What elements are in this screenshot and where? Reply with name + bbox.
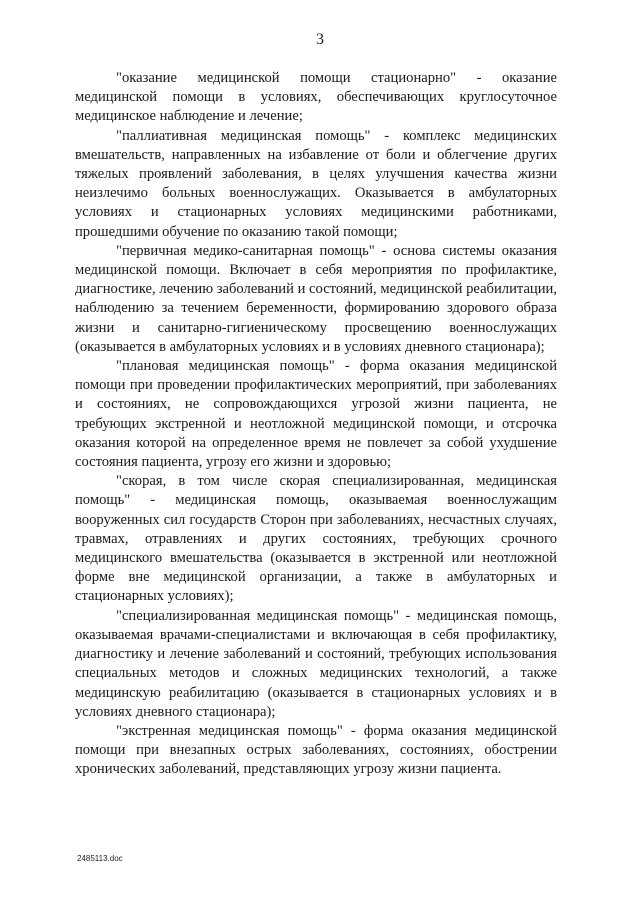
definition-paragraph: "паллиативная медицинская помощь" - комплекс медицинских вмешательств, направленных на избавление от боли и облегчение других тяжелых проявлений заболевания, в целях улучшения качества жизни неизлечимо больных военнослужащих. Оказывается в амбулаторных условиях и стационарных условиях медицинскими работниками, прошедшими обучение по оказанию такой помощи; bbox=[75, 127, 557, 240]
definition-paragraph: "первичная медико-санитарная помощь" - основа системы оказания медицинской помощи. Включает в себя мероприятия по профилактике, диагностике, лечению заболеваний и состояний, медицинской реабилитации, наблюдению за течением беременности, формированию здорового образа жизни и санитарно-гигиеническому просвещению военнослужащих (оказывается в амбулаторных условиях и в условиях дневного стационара); bbox=[75, 242, 557, 355]
definition-paragraph: "плановая медицинская помощь" - форма оказания медицинской помощи при проведении профилактических мероприятий, при заболеваниях и состояниях, не сопровождающихся угрозой жизни пациента, не требующих экстренной и неотложной медицинской помощи, и отсрочка оказания которой на определенное время не повлечет за собой ухудшение состояния пациента, угрозу его жизни и здоровью; bbox=[75, 358, 557, 471]
definition-paragraph: "специализированная медицинская помощь" - медицинская помощь, оказываемая врачами-специалистами и включающая в себя профилактику, диагностику и лечение заболеваний и состояний, требующих использования специальных методов и сложных медицинских технологий, а также медицинскую реабилитацию (оказывается в стационарных условиях и в условиях дневного стационара); bbox=[75, 607, 557, 720]
page-number: 3 bbox=[316, 31, 324, 48]
definition-paragraph: "оказание медицинской помощи стационарно" - оказание медицинской помощи в условиях, обеспечивающих круглосуточное медицинское наблюдение и лечение; bbox=[75, 70, 557, 125]
definition-paragraph: "экстренная медицинская помощь" - форма оказания медицинской помощи при внезапных острых заболеваниях, состояниях, обострении хронических заболеваний, представляющих угрозу жизни пациента. bbox=[75, 722, 557, 778]
definition-paragraph: "скорая, в том числе скорая специализированная, медицинская помощь" - медицинская помощь, оказываемая военнослужащим вооруженных сил государств Сторон при заболеваниях, несчастных случаях, травмах, отравлениях и других состояниях, требующих срочного медицинского вмешательства (оказывается в экстренной или неотложной форме вне медицинской организации, а также в амбулаторных и стационарных условиях); bbox=[75, 473, 557, 605]
document-filename: 2485113.doc bbox=[77, 854, 123, 863]
document-body bbox=[75, 69, 557, 780]
